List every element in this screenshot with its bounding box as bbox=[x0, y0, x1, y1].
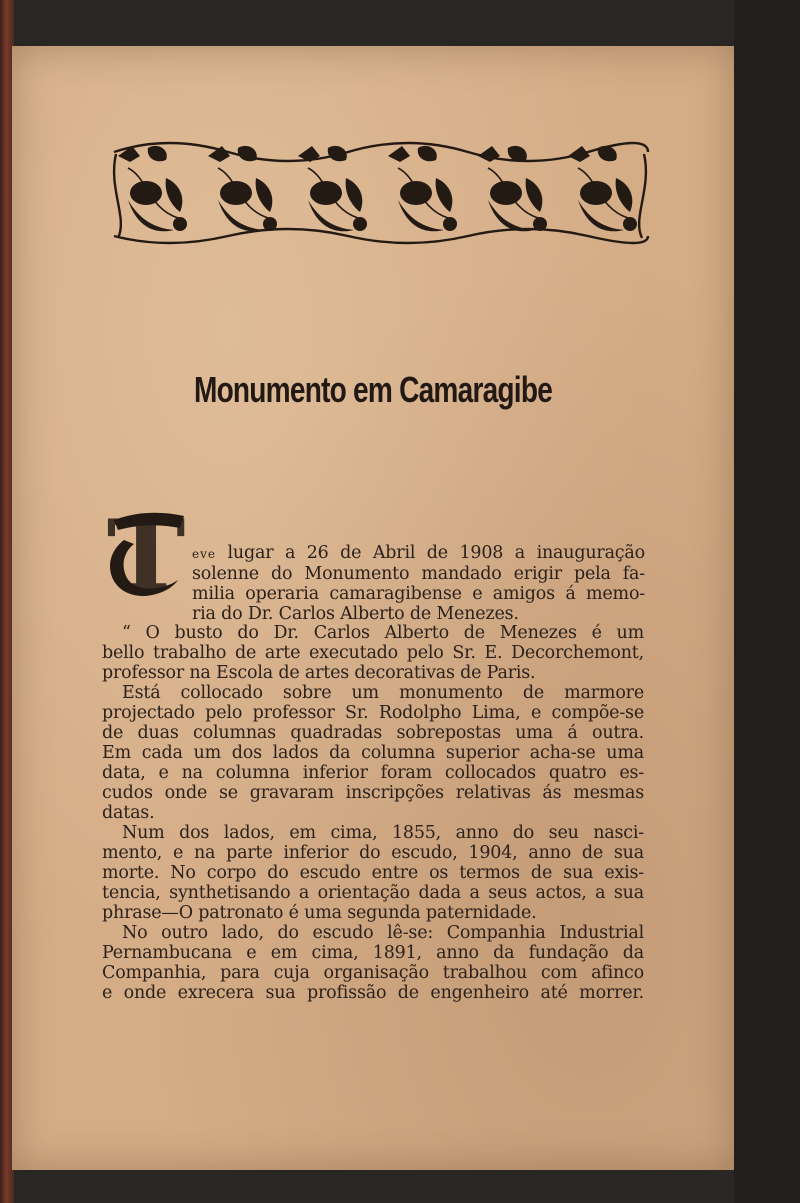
text-line: de duas columnas quadradas sobrepostas uma á outra. bbox=[102, 723, 644, 743]
text-line: Em cada um dos lados da columna superior acha-se uma bbox=[102, 743, 644, 763]
floral-vine-ornament-icon bbox=[108, 138, 652, 250]
text-line: No outro lado, do escudo lê-se: Companhia Industrial bbox=[122, 923, 644, 943]
text-line: tencia, synthetisando a orientação dada a seus actos, a sua bbox=[102, 883, 644, 903]
page-title: Monumento em Camaragibe bbox=[193, 369, 553, 410]
text-line: solenne do Monumento mandado erigir pela fa- bbox=[192, 564, 645, 584]
text-line: milia operaria camaragibense e amigos á memo- bbox=[192, 584, 645, 604]
lead-word: eve bbox=[192, 547, 216, 561]
text-line: Companhia, para cuja organisação trabalhou com afinco bbox=[102, 963, 644, 983]
text-line: Está collocado sobre um monumento de marmore bbox=[122, 683, 644, 703]
text-line: morte. No corpo do escudo entre os termos de sua exis- bbox=[102, 863, 644, 883]
text-line: mento, e na parte inferior do escudo, 1904, anno de sua bbox=[102, 843, 644, 863]
text-line: e onde exrecera sua profissão de engenheiro até morrer. bbox=[102, 983, 644, 1003]
text-line: Pernambucana e em cima, 1891, anno da fundação da bbox=[102, 943, 644, 963]
text-line: eve lugar a 26 de Abril de 1908 a inauguração bbox=[192, 543, 645, 563]
background-surface bbox=[734, 0, 800, 1203]
book-page bbox=[12, 46, 734, 1170]
text-line: datas. bbox=[102, 803, 155, 823]
first-paragraph bbox=[192, 543, 645, 624]
text-line: projectado pelo professor Sr. Rodolpho Lima, e compõe-se bbox=[102, 703, 644, 723]
text-line: professor na Escola de artes decorativas de Paris. bbox=[102, 663, 536, 683]
text-line: phrase—O patronato é uma segunda paternidade. bbox=[102, 903, 537, 923]
decorative-initial-T-icon bbox=[104, 499, 188, 612]
text-line: cudos onde se gravaram inscripções relativas ás mesmas bbox=[102, 783, 644, 803]
text-line: “ O busto do Dr. Carlos Alberto de Menezes é um bbox=[122, 623, 644, 643]
drop-cap-letter: T bbox=[106, 499, 186, 612]
text-line: ria do Dr. Carlos Alberto de Menezes. bbox=[192, 604, 519, 624]
body-text bbox=[102, 623, 644, 1003]
text-line: data, e na columna inferior foram collocados quatro es- bbox=[102, 763, 644, 783]
text-line: Num dos lados, em cima, 1855, anno do seu nasci- bbox=[122, 823, 644, 843]
text-line: bello trabalho de arte executado pelo Sr. E. Decorchemont, bbox=[102, 643, 644, 663]
